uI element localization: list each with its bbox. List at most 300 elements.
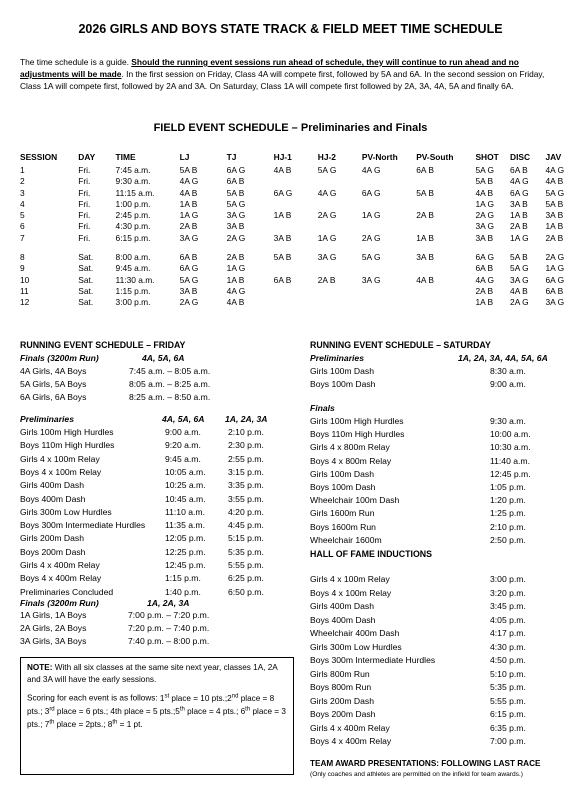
field-event-cell: 4A B (226, 297, 245, 308)
friday-finals-a-time: 7:45 a.m. – 8:05 a.m. (129, 366, 211, 376)
intro-emphasis: Should the running event sessions run ahead of schedule, they will continue to run ahead and no adjustments will be made (20, 57, 519, 79)
friday-finals-b-event: 1A Girls, 1A Boys (20, 610, 87, 620)
field-event-header: LJ (179, 152, 190, 163)
field-event-cell: 1A G (545, 263, 565, 274)
friday-prelim-event: Boys 300m Intermediate Hurdles (20, 520, 146, 531)
field-event-cell: 9 (20, 263, 25, 274)
page-title: 2026 GIRLS AND BOYS STATE TRACK & FIELD MEET TIME SCHEDULE (78, 22, 503, 36)
field-event-header: TIME (115, 152, 136, 163)
friday-prelim-event: Boys 110m High Hurdles (20, 440, 115, 451)
field-event-header: SHOT (475, 152, 499, 163)
field-event-cell: 6A G (273, 187, 293, 198)
field-event-cell: 3A B (273, 232, 292, 243)
friday-prelim-time: 3:35 p.m. (228, 480, 264, 491)
saturday-prelim-time: 9:00 a.m. (490, 379, 526, 390)
hof-event: Girls 800m Run (310, 668, 370, 679)
hof-event: Boys 300m Intermediate Hurdles (310, 655, 436, 665)
scoring-part: place = 10 pts.; (169, 693, 228, 703)
field-event-cell: 3A G (179, 232, 199, 243)
field-event-header: JAV (545, 152, 562, 163)
field-event-header: SESSION (20, 152, 58, 163)
field-event-cell (274, 286, 318, 297)
field-event-cell: 4 (20, 198, 25, 209)
friday-finals-a-label: Finals (3200m Run) (20, 353, 99, 363)
field-event-cell: 6A B (510, 165, 528, 175)
field-event-cell: 5A G (317, 165, 337, 175)
field-event-cell: 10 (20, 274, 30, 285)
hof-time: 3:45 p.m. (490, 601, 526, 611)
note-text: With all six classes at the same site next year, classes 1A, 2A and 3A will have the early sessions. (27, 663, 278, 684)
field-event-cell: 4A B (475, 187, 494, 198)
field-event-cell: Fri. (78, 210, 91, 221)
field-event-cell: 1A B (273, 210, 292, 221)
friday-finals-b-label: Finals (3200m Run) (20, 598, 99, 608)
friday-prelim-time: 10:05 a.m. (165, 466, 206, 477)
field-event-cell: Fri. (78, 176, 91, 187)
field-event-row (20, 188, 581, 199)
field-event-header: DISC (510, 152, 531, 163)
field-event-cell: 5A B (545, 198, 564, 209)
field-event-cell: 3:00 p.m. (115, 297, 151, 308)
field-event-cell: Fri. (78, 198, 91, 209)
friday-finals-b-event: 3A Girls, 3A Boys (20, 636, 87, 647)
field-event-cell (416, 286, 475, 297)
friday-prelim-time: 2:55 p.m. (228, 453, 264, 464)
field-event-cell (362, 199, 416, 210)
field-event-cell: 4A B (510, 285, 528, 296)
friday-prelim-event: Girls 200m Dash (20, 533, 84, 544)
field-event-cell: 5A G (179, 274, 199, 285)
field-event-cell: 5A B (273, 252, 292, 263)
friday-prelim-time: 6:50 p.m. (228, 586, 264, 597)
field-event-cell: 1A B (545, 221, 564, 232)
saturday-prelim-time: 8:30 a.m. (490, 366, 526, 376)
field-event-cell (318, 297, 362, 308)
friday-prelim-event: Girls 400m Dash (20, 480, 84, 491)
hof-event: Girls 400m Dash (310, 601, 374, 611)
friday-prelim-event: Girls 300m Low Hurdles (20, 506, 112, 517)
scoring-part: = 1 pt. (117, 720, 143, 730)
field-event-cell: 3A G (317, 252, 337, 263)
field-event-cell (416, 199, 475, 210)
field-event-row (20, 221, 581, 232)
friday-prelim-time: 6:25 p.m. (228, 573, 264, 584)
field-event-row (20, 252, 581, 263)
field-event-row (20, 297, 581, 308)
field-event-cell (416, 221, 475, 232)
field-event-cell: 2A B (317, 274, 336, 285)
field-event-cell: 9:30 a.m. (115, 176, 151, 187)
saturday-final-time: 10:30 a.m. (490, 442, 531, 453)
field-event-cell: 2A B (545, 232, 564, 243)
field-event-cell: Sat. (78, 297, 94, 308)
intro-paragraph (20, 56, 565, 92)
field-event-cell (318, 176, 362, 187)
scoring-part: th (49, 719, 55, 726)
field-event-cell: 5A B (475, 176, 494, 187)
field-event-cell: 2A B (510, 221, 528, 232)
field-event-cell: 7 (20, 232, 25, 243)
saturday-final-time: 1:20 p.m. (490, 495, 526, 506)
hof-time: 3:20 p.m. (490, 587, 526, 598)
field-event-cell: 8:00 a.m. (115, 252, 151, 263)
scoring-part: rd (49, 706, 55, 713)
friday-prelim-event: Girls 100m High Hurdles (20, 427, 114, 437)
friday-prelim-time: 11:35 a.m. (165, 520, 205, 531)
field-event-cell: 1A B (475, 297, 494, 308)
field-event-cell: 3A G (510, 274, 529, 285)
field-event-cell: 5A G (226, 198, 246, 209)
friday-prelim-time: 9:20 a.m. (165, 440, 201, 451)
saturday-final-time: 12:45 p.m. (490, 468, 531, 479)
field-event-cell: Sat. (78, 263, 94, 274)
friday-heading: RUNNING EVENT SCHEDULE – FRIDAY (20, 340, 186, 350)
friday-finals-b-event: 2A Girls, 2A Boys (20, 623, 87, 634)
field-event-cell: 1A B (416, 232, 434, 243)
field-event-cell: 7:45 a.m. (115, 165, 151, 175)
friday-prelim-time: 4:20 p.m. (228, 506, 264, 517)
friday-finals-a-event: 5A Girls, 5A Boys (20, 379, 87, 390)
hof-event: Boys 400m Dash (310, 614, 376, 625)
hof-time: 6:15 p.m. (490, 709, 526, 719)
friday-prelim-event: Boys 4 x 100m Relay (20, 466, 102, 477)
friday-prelim-time: 3:55 p.m. (228, 493, 264, 504)
field-event-cell: 3A B (179, 285, 198, 296)
field-event-cell: 4A G (317, 187, 337, 198)
hof-event: Boys 4 x 100m Relay (310, 587, 392, 598)
saturday-final-event: Girls 4 x 800m Relay (310, 442, 390, 453)
field-event-cell: 4A B (416, 274, 434, 285)
saturday-final-time: 1:25 p.m. (490, 508, 526, 519)
saturday-prelim-event: Girls 100m Dash (310, 366, 374, 376)
field-event-cell (274, 263, 318, 274)
field-event-cell: 1:00 p.m. (115, 198, 151, 209)
friday-finals-b-time: 7:00 p.m. – 7:20 p.m. (128, 610, 210, 620)
field-event-cell: Fri. (78, 221, 91, 232)
saturday-final-time: 11:40 a.m. (490, 455, 530, 466)
field-event-cell: 6A G (179, 263, 199, 274)
saturday-finals-label: Finals (310, 403, 335, 413)
field-event-cell: 2A B (416, 210, 434, 221)
note-label: NOTE: (27, 663, 53, 672)
saturday-final-event: Boys 100m Dash (310, 482, 376, 492)
saturday-final-event: Boys 1600m Run (310, 521, 376, 532)
field-event-cell: 3A B (510, 198, 528, 209)
hof-time: 5:55 p.m. (490, 695, 526, 706)
hof-time: 4:50 p.m. (490, 655, 526, 665)
field-event-header: PV-South (416, 152, 454, 163)
hof-heading: HALL OF FAME INDUCTIONS (310, 549, 433, 559)
friday-prelim-time: 2:30 p.m. (228, 440, 264, 451)
field-event-cell: 6A G (475, 252, 495, 263)
friday-prelim-time: 5:55 p.m. (228, 560, 264, 570)
friday-prelim-time: 12:05 p.m. (165, 533, 206, 544)
friday-prelim-event: Girls 4 x 100m Relay (20, 453, 100, 464)
field-event-cell: 5A B (510, 252, 528, 263)
friday-prelim-time: 5:15 p.m. (228, 533, 264, 544)
field-event-cell: 2A G (179, 297, 199, 308)
field-event-cell (362, 263, 416, 274)
field-event-cell: 6A G (545, 274, 565, 285)
friday-prelim-event: Boys 400m Dash (20, 493, 86, 504)
friday-prelim-time: 1:15 p.m. (165, 573, 201, 584)
friday-finals-a-event: 4A Girls, 4A Boys (20, 366, 87, 376)
field-event-cell: 2A G (317, 210, 337, 221)
field-event-cell: 4:30 p.m. (115, 221, 151, 232)
field-event-cell: 1A B (510, 210, 528, 221)
hof-event: Girls 4 x 100m Relay (310, 574, 390, 584)
saturday-prelims-classes: 1A, 2A, 3A, 4A, 5A, 6A (458, 353, 548, 363)
field-event-cell: 2A G (361, 232, 381, 243)
hof-event: Girls 300m Low Hurdles (310, 641, 402, 652)
friday-prelim-event: Preliminaries Concluded (20, 586, 114, 597)
saturday-final-event: Boys 4 x 800m Relay (310, 455, 392, 466)
friday-prelim-time: 9:00 a.m. (165, 427, 201, 437)
friday-prelim-time: 9:45 a.m. (165, 453, 201, 464)
field-event-cell: 6A B (226, 176, 245, 187)
field-event-cell (274, 221, 318, 232)
scoring-part: 1 (159, 693, 165, 703)
field-event-header: HJ-1 (273, 152, 292, 163)
field-event-table (20, 151, 581, 309)
hof-time: 5:10 p.m. (490, 668, 526, 679)
field-event-cell (362, 286, 416, 297)
field-event-cell: 5A G (361, 252, 381, 263)
saturday-final-time: 1:05 p.m. (490, 482, 526, 492)
field-event-row (20, 233, 581, 244)
friday-prelim-event: Boys 4 x 400m Relay (20, 573, 102, 584)
field-event-cell: 5A G (475, 165, 495, 175)
field-event-cell: 6A G (510, 187, 529, 198)
field-event-cell: 6A B (475, 263, 494, 274)
field-event-cell (318, 199, 362, 210)
field-event-cell: 4A G (510, 176, 529, 187)
friday-prelim-time: 3:15 p.m. (228, 466, 264, 477)
field-event-cell (318, 286, 362, 297)
field-event-cell: 9:45 a.m. (115, 263, 151, 274)
field-event-cell: 1A G (361, 210, 381, 221)
friday-prelim-time: 1:40 p.m. (165, 586, 201, 597)
field-event-cell (362, 221, 416, 232)
saturday-prelim-event: Boys 100m Dash (310, 379, 376, 390)
friday-prelim-time: 5:35 p.m. (228, 546, 264, 557)
friday-prelim-time: 4:45 p.m. (228, 520, 264, 531)
field-event-cell: 3A B (475, 232, 494, 243)
saturday-final-time: 2:50 p.m. (490, 534, 526, 545)
field-event-cell: 2A G (226, 232, 246, 243)
field-event-cell: 4A G (179, 176, 199, 187)
field-event-cell: 5A B (179, 165, 198, 175)
field-event-cell (362, 297, 416, 308)
scoring-part: th (245, 706, 251, 713)
friday-finals-b-time: 7:20 p.m. – 7:40 p.m. (128, 623, 210, 634)
friday-prelim-event: Girls 4 x 400m Relay (20, 560, 100, 570)
saturday-final-time: 9:30 a.m. (490, 416, 526, 426)
field-event-cell: Sat. (78, 274, 94, 285)
field-event-cell: 4A G (545, 165, 565, 175)
field-event-cell: 2A B (226, 252, 245, 263)
field-event-cell: 3A G (545, 297, 565, 308)
hof-event: Boys 4 x 400m Relay (310, 736, 392, 746)
hof-event: Girls 4 x 400m Relay (310, 722, 390, 733)
field-event-row (20, 263, 581, 274)
hof-event: Girls 200m Dash (310, 695, 374, 706)
field-event-cell: 1 (20, 165, 25, 175)
field-event-cell: 6A B (545, 285, 564, 296)
friday-prelim-time: 10:25 a.m. (165, 480, 206, 491)
field-event-cell: 4A G (226, 285, 246, 296)
saturday-final-event: Wheelchair 100m Dash (310, 495, 400, 506)
friday-prelims-col1: 4A, 5A, 6A (162, 414, 205, 424)
field-event-cell: 4A G (361, 165, 381, 175)
friday-prelim-time: 12:45 p.m. (165, 560, 206, 570)
field-event-cell: 1A G (179, 210, 199, 221)
field-event-cell: 3A G (226, 210, 246, 221)
field-event-cell: 1:15 p.m. (115, 285, 151, 296)
hof-event: Boys 200m Dash (310, 709, 376, 719)
field-event-cell: 2A B (179, 221, 198, 232)
friday-prelim-time: 10:45 a.m. (165, 493, 206, 504)
hof-time: 6:35 p.m. (490, 722, 526, 733)
friday-finals-a-time: 8:05 a.m. – 8:25 a.m. (129, 379, 211, 390)
hof-time: 4:05 p.m. (490, 614, 526, 625)
friday-prelim-time: 11:10 a.m. (165, 506, 205, 517)
field-event-cell: 5 (20, 210, 25, 221)
field-event-header: DAY (78, 152, 96, 163)
field-event-cell: 6A B (179, 252, 198, 263)
saturday-heading: RUNNING EVENT SCHEDULE – SATURDAY (310, 340, 491, 350)
field-event-cell: 6A B (273, 274, 292, 285)
hof-time: 5:35 p.m. (490, 682, 526, 692)
friday-finals-b-classes: 1A, 2A, 3A (147, 598, 190, 608)
field-event-cell: 3A B (416, 252, 434, 263)
friday-finals-a-classes: 4A, 5A, 6A (142, 353, 185, 363)
field-event-cell: 6A G (226, 165, 246, 175)
field-event-cell: 5A B (226, 187, 245, 198)
saturday-prelims-label: Preliminaries (310, 353, 364, 363)
field-event-cell (362, 176, 416, 187)
field-event-row (20, 210, 581, 221)
field-event-cell: 12 (20, 297, 30, 308)
field-event-cell: 2:45 p.m. (115, 210, 151, 221)
field-event-cell: 2 (20, 176, 25, 187)
hof-event: Wheelchair 400m Dash (310, 628, 400, 638)
field-event-cell: 4A B (179, 187, 198, 198)
field-event-cell: Fri. (78, 165, 91, 175)
team-award-heading: TEAM AWARD PRESENTATIONS: FOLLOWING LAST RACE (310, 759, 541, 768)
saturday-final-event: Girls 1600m Run (310, 508, 375, 519)
field-event-cell: 2A G (545, 252, 565, 263)
scoring-part: place = 6 pts.; 4th place = 5 pts.; (54, 706, 176, 716)
field-event-cell: 11:15 a.m. (115, 187, 155, 198)
field-event-cell: 1A G (510, 232, 529, 243)
field-event-cell: 1A B (179, 198, 198, 209)
field-event-cell (318, 263, 362, 274)
scoring-part: th (112, 719, 118, 726)
friday-prelims-label: Preliminaries (20, 414, 74, 424)
field-event-cell: 1A B (226, 274, 245, 285)
hof-time: 4:30 p.m. (490, 641, 526, 652)
scoring-part: place = 8 pts.; 3 (27, 693, 275, 716)
field-event-cell: 6A G (361, 187, 381, 198)
scoring-part: nd (231, 693, 239, 699)
scoring-part: place = 4 pts.; 6 (184, 706, 246, 716)
scoring-part: 2 (227, 693, 232, 703)
field-event-cell: 3A B (226, 221, 245, 232)
field-event-cell: 11:30 a.m. (115, 274, 155, 285)
saturday-final-time: 2:10 p.m. (490, 521, 526, 532)
field-event-cell (416, 263, 475, 274)
saturday-final-event: Girls 100m High Hurdles (310, 416, 404, 426)
field-event-row (20, 165, 581, 176)
hof-time: 4:17 p.m. (490, 628, 526, 638)
field-event-cell: 5A G (545, 187, 565, 198)
saturday-final-event: Wheelchair 1600m (310, 534, 382, 545)
friday-prelim-event: Boys 200m Dash (20, 546, 86, 557)
friday-prelim-time: 2:10 p.m. (228, 427, 264, 437)
hof-event: Boys 800m Run (310, 682, 372, 692)
field-event-cell: 5A B (416, 187, 434, 198)
field-event-cell (416, 176, 475, 187)
field-event-cell: 4A B (273, 165, 292, 175)
field-event-cell: 5A G (510, 263, 529, 274)
field-event-cell: 1A G (317, 232, 337, 243)
team-award-note: (Only coaches and athletes are permitted on the infield for team awards.) (310, 771, 523, 778)
field-event-cell: 3A G (361, 274, 381, 285)
field-event-title: FIELD EVENT SCHEDULE – Preliminaries and Finals (153, 122, 428, 134)
intro-lead: The time schedule is a guide. (20, 57, 129, 67)
hof-time: 3:00 p.m. (490, 574, 526, 584)
field-event-cell: 1A G (475, 198, 495, 209)
field-event-row (20, 286, 581, 297)
field-event-cell: 2A G (475, 210, 495, 221)
field-event-header: PV-North (361, 152, 398, 163)
field-event-cell: Sat. (78, 285, 94, 296)
field-event-cell: 3A G (475, 221, 495, 232)
friday-prelim-time: 12:25 p.m. (165, 546, 206, 557)
field-event-row (20, 176, 581, 187)
field-event-cell (274, 297, 318, 308)
scoring-part: 5 (175, 706, 180, 716)
field-event-cell: Fri. (78, 232, 91, 243)
field-event-cell: 4A G (475, 274, 495, 285)
field-event-cell: 8 (20, 252, 25, 263)
field-event-cell: Sat. (78, 252, 94, 263)
field-event-cell (416, 297, 475, 308)
friday-finals-a-event: 6A Girls, 6A Boys (20, 392, 87, 403)
field-event-cell: 4A B (545, 176, 564, 187)
field-event-cell (274, 176, 318, 187)
field-event-cell: 2A G (510, 297, 529, 308)
hof-time: 7:00 p.m. (490, 736, 526, 746)
scoring-part: place = 2pts.; 8 (54, 720, 113, 730)
field-event-cell (318, 221, 362, 232)
field-event-cell (274, 199, 318, 210)
scoring-part: place = 3 pts.; 7 (27, 706, 286, 730)
field-event-row (20, 199, 581, 210)
field-event-header: HJ-2 (317, 152, 336, 163)
field-event-cell: 6:15 p.m. (115, 232, 151, 243)
saturday-final-time: 10:00 a.m. (490, 429, 531, 440)
field-event-cell: 3 (20, 187, 25, 198)
friday-finals-b-time: 7:40 p.m. – 8:00 p.m. (128, 636, 210, 647)
scoring-part: st (164, 693, 170, 699)
field-event-row (20, 275, 581, 286)
field-event-cell: Fri. (78, 187, 91, 198)
field-event-cell: 1A G (226, 263, 246, 274)
friday-finals-a-time: 8:25 a.m. – 8:50 a.m. (129, 392, 211, 403)
field-event-cell: 2A B (475, 285, 494, 296)
